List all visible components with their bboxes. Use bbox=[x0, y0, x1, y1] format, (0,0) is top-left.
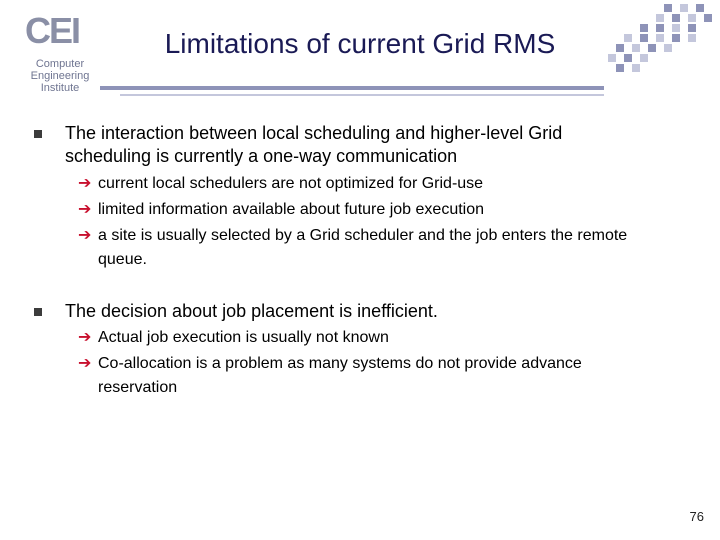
sub-text-2-1: Actual job execution is usually not known bbox=[98, 329, 389, 346]
slide-title: Limitations of current Grid RMS bbox=[164, 28, 556, 59]
arrow-bullet-icon: ➔ bbox=[78, 329, 92, 346]
sub-text-2-2: Co-allocation is a problem as many systems do not provide advance reservation bbox=[98, 355, 582, 396]
page-number: 76 bbox=[689, 509, 704, 524]
header-rule bbox=[100, 86, 604, 90]
checker-decoration-icon bbox=[604, 0, 714, 100]
cei-logo-mark: CEI bbox=[25, 10, 80, 51]
logo-line-computer: Computer bbox=[35, 58, 85, 70]
bullet-text-2: The decision about job placement is inefficient. bbox=[65, 301, 438, 321]
arrow-bullet-icon: ➔ bbox=[78, 201, 92, 218]
arrow-bullet-icon: ➔ bbox=[78, 175, 92, 192]
sub-text-1-1: current local schedulers are not optimized for Grid-use bbox=[98, 175, 484, 192]
square-bullet-icon bbox=[34, 130, 42, 138]
header-rule-thin bbox=[120, 94, 604, 96]
sub-text-1-3: a site is usually selected by a Grid scheduler and the job enters the remote queue. bbox=[98, 227, 628, 268]
bullet-text-1: The interaction between local scheduling and higher-level Grid scheduling is currently a one-way communication bbox=[65, 123, 563, 166]
cei-logo-text bbox=[20, 58, 100, 94]
square-bullet-icon bbox=[34, 308, 42, 316]
arrow-bullet-icon: ➔ bbox=[78, 227, 92, 244]
logo-line-institute: Institute bbox=[40, 82, 80, 94]
logo-line-engineering: Engineering bbox=[30, 70, 90, 82]
sub-text-1-2: limited information available about future job execution bbox=[98, 201, 485, 218]
arrow-bullet-icon: ➔ bbox=[78, 355, 92, 372]
